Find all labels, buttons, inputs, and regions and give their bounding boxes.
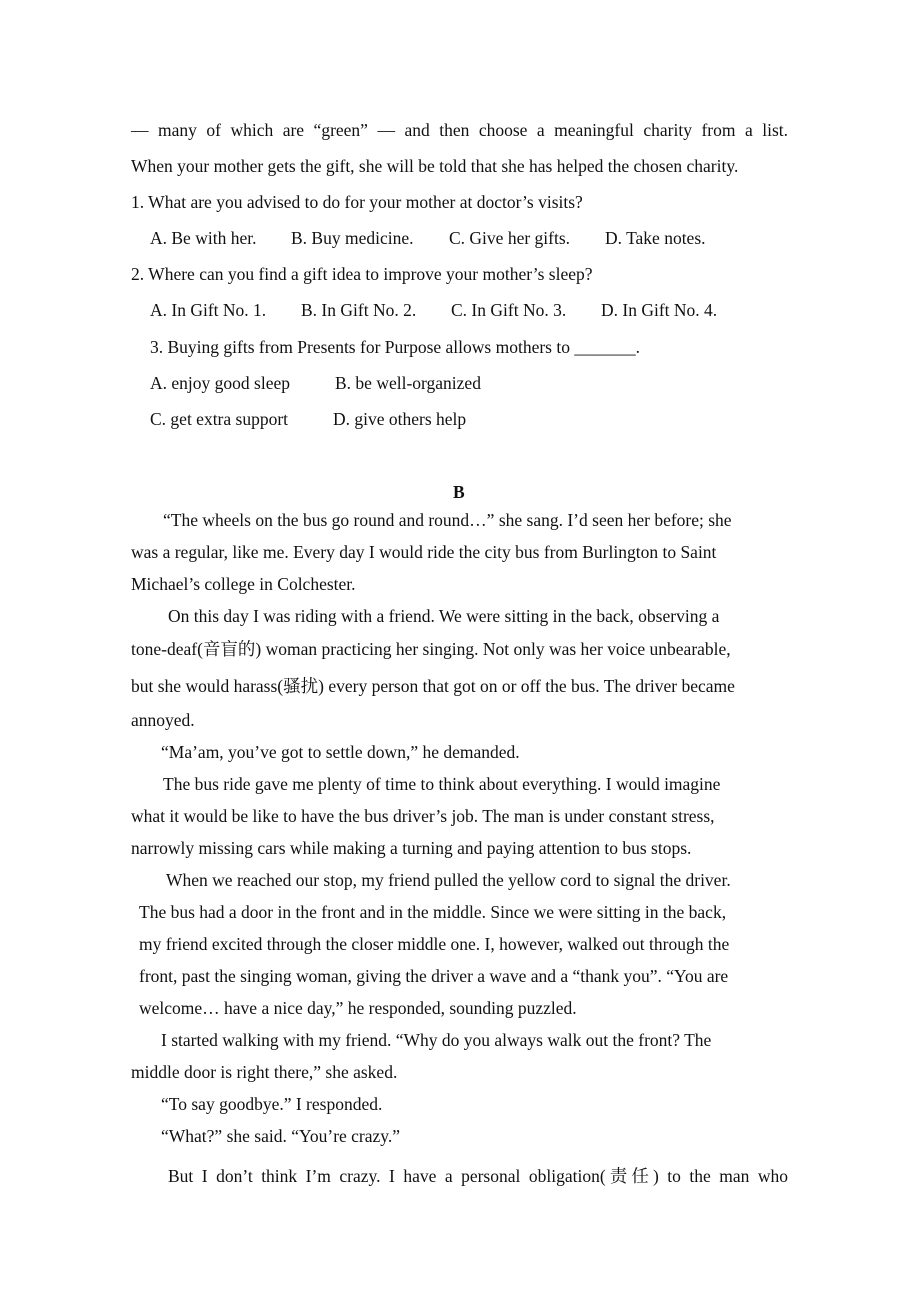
- option-b: B. Buy medicine.: [291, 228, 414, 248]
- option-c: C. Give her gifts.: [449, 228, 571, 248]
- passage-line: “To say goodbye.” I responded.: [161, 1094, 383, 1114]
- section-heading: B: [453, 482, 465, 502]
- passage-line: narrowly missing cars while making a turning and paying attention to bus stops.: [131, 838, 692, 858]
- intro-line-1: — many of which are “green” — and then choose a meaningful charity from a list.: [131, 120, 788, 140]
- question-stem: 2. Where can you find a gift idea to improve your mother’s sleep?: [131, 264, 593, 284]
- intro-line-2: When your mother gets the gift, she will be told that she has helped the chosen charity.: [131, 156, 739, 176]
- option-a: A. enjoy good sleep: [150, 373, 290, 393]
- passage-line: tone-deaf(音盲的) woman practicing her singing. Not only was her voice unbearable,: [131, 639, 731, 659]
- passage-line: was a regular, like me. Every day I would ride the city bus from Burlington to Saint: [131, 542, 717, 562]
- passage-line: On this day I was riding with a friend. We were sitting in the back, observing a: [168, 606, 720, 626]
- option-d: D. Take notes.: [605, 228, 706, 248]
- question-stem: 3. Buying gifts from Presents for Purpose allows mothers to _______.: [150, 337, 640, 357]
- passage-line: But I don’t think I’m crazy. I have a personal obligation(责任) to the man who: [168, 1166, 788, 1186]
- passage-line: middle door is right there,” she asked.: [131, 1062, 398, 1082]
- option-d: D. give others help: [333, 409, 467, 429]
- passage-line: what it would be like to have the bus driver’s job. The man is under constant stress,: [131, 806, 715, 826]
- option-c: C. In Gift No. 3.: [451, 300, 567, 320]
- passage-line: annoyed.: [131, 710, 195, 730]
- option-c: C. get extra support: [150, 409, 289, 429]
- passage-line: my friend excited through the closer middle one. I, however, walked out through the: [139, 934, 730, 954]
- option-d: D. In Gift No. 4.: [601, 300, 718, 320]
- question-stem: 1. What are you advised to do for your mother at doctor’s visits?: [131, 192, 583, 212]
- passage-line: The bus had a door in the front and in the middle. Since we were sitting in the back,: [139, 902, 727, 922]
- passage-line: “What?” she said. “You’re crazy.”: [161, 1126, 401, 1146]
- passage-line: “Ma’am, you’ve got to settle down,” he demanded.: [161, 742, 520, 762]
- option-a: A. In Gift No. 1.: [150, 300, 267, 320]
- passage-line: but she would harass(骚扰) every person that got on or off the bus. The driver became: [131, 676, 735, 696]
- option-b: B. be well-organized: [335, 373, 481, 393]
- passage-line: Michael’s college in Colchester.: [131, 574, 356, 594]
- passage-line: I started walking with my friend. “Why do you always walk out the front? The: [161, 1030, 712, 1050]
- passage-line: front, past the singing woman, giving the driver a wave and a “thank you”. “You are: [139, 966, 729, 986]
- option-a: A. Be with her.: [150, 228, 257, 248]
- passage-line: The bus ride gave me plenty of time to think about everything. I would imagine: [163, 774, 721, 794]
- option-b: B. In Gift No. 2.: [301, 300, 417, 320]
- passage-line: welcome… have a nice day,” he responded, sounding puzzled.: [139, 998, 577, 1018]
- passage-line: “The wheels on the bus go round and round…” she sang. I’d seen her before; she: [163, 510, 732, 530]
- passage-line: When we reached our stop, my friend pulled the yellow cord to signal the driver.: [166, 870, 731, 890]
